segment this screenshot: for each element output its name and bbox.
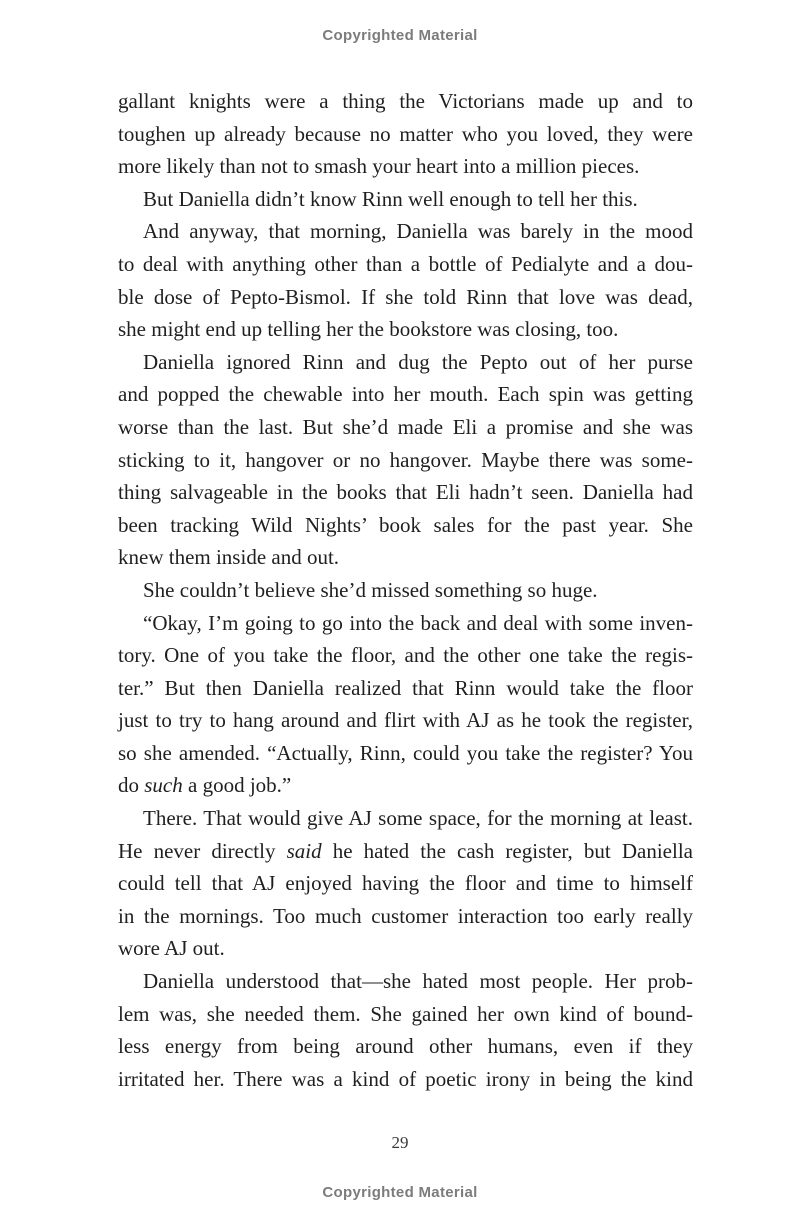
text-line: And anyway, that morning, Daniella was barely in the mood [143,219,693,244]
italic-word: said [286,838,322,863]
text-line: and popped the chewable into her mouth. Each spin was getting [118,382,693,407]
text-line: Daniella understood that—she hated most people. Her prob- [143,969,693,994]
text-line: been tracking Wild Nights’ book sales for the past year. She [118,512,693,537]
text-line: knew them inside and out. [118,545,340,570]
text-line: “Okay, I’m going to go into the back and deal with some inven- [143,610,693,635]
text-line: thing salvageable in the books that Eli hadn’t seen. Daniella had [118,480,693,505]
text-line: just to try to hang around and flirt with AJ as he took the register, [118,708,693,733]
text-line: ble dose of Pepto-Bismol. If she told Rinn that love was dead, [118,284,693,309]
page-text [118,85,693,1095]
text-line: less energy from being around other humans, even if they [118,1034,693,1059]
text-line: worse than the last. But she’d made Eli a promise and she was [118,414,693,439]
text-line: lem was, she needed them. She gained her own kind of bound- [118,1001,693,1026]
text-line: do such a good job.” [118,773,292,798]
text-line: irritated her. There was a kind of poetic irony in being the kind [118,1066,693,1091]
text-line: in the mornings. Too much customer interaction too early really [118,903,693,928]
text-line: to deal with anything other than a bottle of Pedialyte and a dou- [118,251,693,276]
italic-word: such [144,773,183,798]
text-line: she might end up telling her the bookstore was closing, too. [118,317,619,342]
text-line: so she amended. “Actually, Rinn, could you take the register? You [118,740,693,765]
text-line: ter.” But then Daniella realized that Rinn would take the floor [118,675,693,700]
copyright-notice-bottom: Copyrighted Material [322,1184,478,1201]
page-number: 29 [391,1133,409,1152]
text-line: could tell that AJ enjoyed having the floor and time to himself [118,871,693,896]
text-line: But Daniella didn’t know Rinn well enough to tell her this. [143,186,638,211]
text-line: wore AJ out. [118,936,225,961]
copyright-notice-top: Copyrighted Material [322,27,478,44]
text-line: He never directly said he hated the cash register, but Daniella [118,838,693,863]
text-line: gallant knights were a thing the Victorians made up and to [118,89,693,113]
text-line: more likely than not to smash your heart into a million pieces. [118,154,640,179]
text-line: tory. One of you take the floor, and the other one take the regis- [118,643,693,668]
text-line: She couldn’t believe she’d missed something so huge. [143,577,598,602]
text-line: toughen up already because no matter who you loved, they were [118,121,693,146]
text-line: Daniella ignored Rinn and dug the Pepto out of her purse [143,349,693,374]
text-line: sticking to it, hangover or no hangover. Maybe there was some- [118,447,693,472]
text-line: There. That would give AJ some space, for the morning at least. [143,806,693,831]
